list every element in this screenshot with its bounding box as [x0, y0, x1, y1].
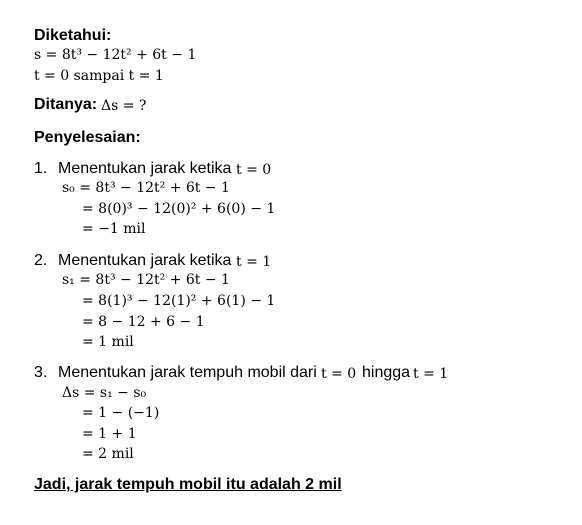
asked-expression: Δs = ?: [101, 98, 147, 114]
step-1-line-2: = 8(0)³ − 12(0)² + 6(0) − 1: [82, 201, 276, 217]
asked-heading: Ditanya:: [34, 96, 98, 113]
step-1-number: 1.: [34, 160, 48, 177]
step-2-number: 2.: [34, 252, 48, 269]
step-2-line-3: = 8 − 12 + 6 − 1: [82, 314, 205, 330]
step-3-line-4: = 2 mil: [82, 446, 134, 462]
step-3-title-math-1: t = 0: [321, 366, 357, 382]
step-1-title: Menentukan jarak ketika: [58, 160, 232, 177]
known-heading: Diketahui:: [34, 27, 112, 44]
step-3-line-1: Δs = s₁ − s₀: [62, 385, 147, 401]
step-2-title: Menentukan jarak ketika: [58, 252, 232, 269]
known-equation: s = 8t³ − 12t² + 6t − 1: [34, 47, 197, 63]
step-2-line-2: = 8(1)³ − 12(1)² + 6(1) − 1: [82, 293, 276, 309]
step-3-title: Menentukan jarak tempuh mobil dari: [58, 364, 317, 381]
step-3-title-math-2: t = 1: [413, 366, 449, 382]
conclusion: Jadi, jarak tempuh mobil itu adalah 2 mil: [34, 476, 342, 493]
step-2-line-4: = 1 mil: [82, 334, 134, 350]
step-3-line-2: = 1 − (−1): [82, 405, 160, 421]
step-1-line-3: = −1 mil: [82, 221, 146, 237]
step-1-line-1: s₀ = 8t³ − 12t² + 6t − 1: [62, 180, 230, 196]
step-3-title-middle: hingga: [362, 364, 411, 381]
step-2-title-math: t = 1: [236, 254, 272, 270]
step-3-number: 3.: [34, 364, 48, 381]
solution-heading: Penyelesaian:: [34, 129, 141, 146]
step-2-line-1: s₁ = 8t³ − 12t² + 6t − 1: [62, 272, 230, 288]
step-3-line-3: = 1 + 1: [82, 426, 137, 442]
step-1-title-math: t = 0: [236, 162, 272, 178]
known-range: t = 0 sampai t = 1: [34, 68, 164, 84]
